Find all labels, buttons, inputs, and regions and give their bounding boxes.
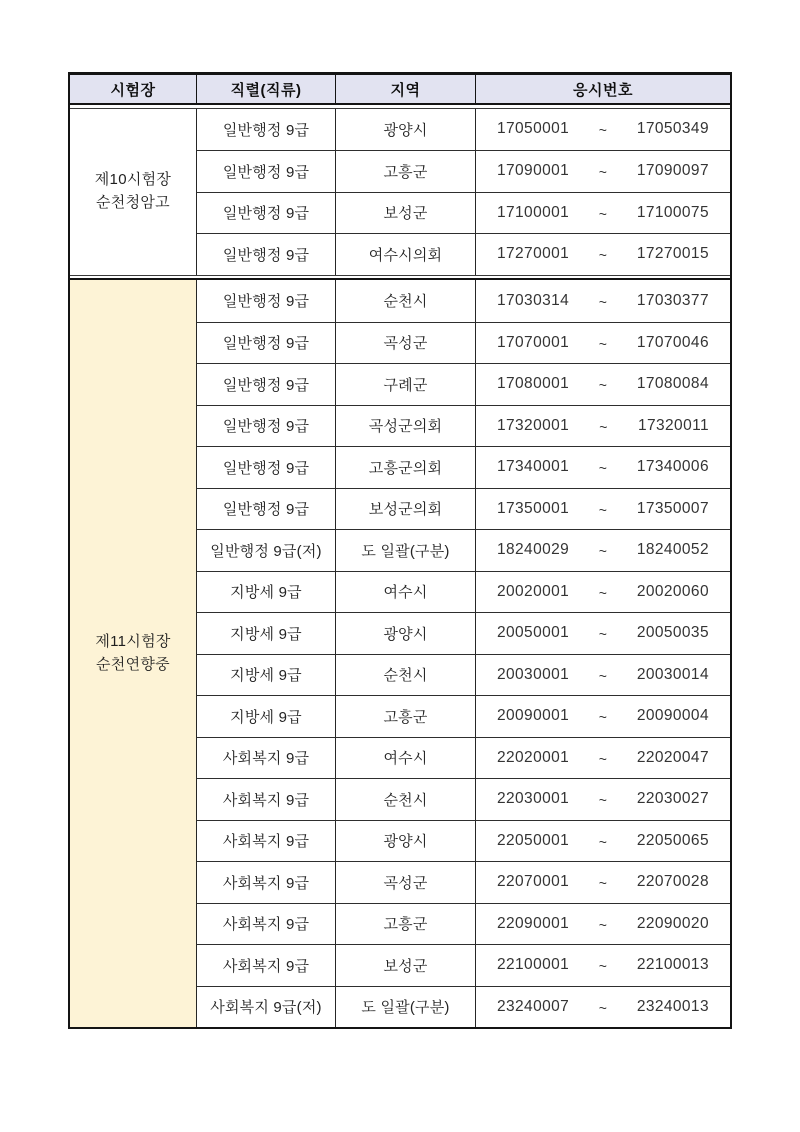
exam-site-group xyxy=(70,109,730,275)
tilde-symbol: ~ xyxy=(598,750,608,767)
end-number: 20020060 xyxy=(636,582,709,600)
region-cell: 여수시 xyxy=(335,737,475,779)
tilde-symbol: ~ xyxy=(598,501,608,518)
number-range-cell xyxy=(475,820,730,862)
tilde-symbol: ~ xyxy=(598,833,608,850)
series-cell: 일반행정 9급 xyxy=(196,150,335,192)
column-header-region: 지역 xyxy=(335,75,475,103)
number-range-cell xyxy=(475,986,730,1028)
region-cell: 여수시 xyxy=(335,571,475,613)
tilde-symbol: ~ xyxy=(598,916,608,933)
series-cell: 사회복지 9급 xyxy=(196,737,335,779)
column-header-series: 직렬(직류) xyxy=(196,75,335,103)
tilde-symbol: ~ xyxy=(598,205,608,222)
region-cell: 구례군 xyxy=(335,363,475,405)
series-cell: 일반행정 9급 xyxy=(196,322,335,364)
exam-site-name-line2: 순천연향중 xyxy=(96,655,170,673)
number-range-cell xyxy=(475,405,730,447)
region-cell: 곡성군 xyxy=(335,322,475,364)
tilde-symbol: ~ xyxy=(598,626,608,643)
series-cell: 일반행정 9급(저) xyxy=(196,529,335,571)
series-cell: 지방세 9급 xyxy=(196,612,335,654)
region-cell: 광양시 xyxy=(335,612,475,654)
start-number: 20050001 xyxy=(497,624,570,642)
end-number: 17050349 xyxy=(636,120,709,138)
exam-site-cell xyxy=(70,280,196,1027)
series-cell: 일반행정 9급 xyxy=(196,192,335,234)
series-cell: 일반행정 9급 xyxy=(196,405,335,447)
end-number: 22070028 xyxy=(636,873,709,891)
tilde-symbol: ~ xyxy=(598,460,608,477)
series-cell: 사회복지 9급(저) xyxy=(196,986,335,1028)
series-cell: 일반행정 9급 xyxy=(196,280,335,322)
column-header-applicant-number: 응시번호 xyxy=(475,75,730,103)
start-number: 17350001 xyxy=(497,499,570,517)
series-cell: 일반행정 9급 xyxy=(196,363,335,405)
exam-site-name-line2: 순천청암고 xyxy=(96,193,170,211)
exam-site-name-line1: 제10시험장 xyxy=(94,171,172,189)
end-number: 17030377 xyxy=(636,291,709,309)
tilde-symbol: ~ xyxy=(598,247,608,264)
series-cell: 일반행정 9급 xyxy=(196,488,335,530)
tilde-symbol: ~ xyxy=(598,709,608,726)
number-range-cell xyxy=(475,903,730,945)
exam-assignment-table xyxy=(68,72,732,1029)
tilde-symbol: ~ xyxy=(598,584,608,601)
start-number: 22030001 xyxy=(497,790,570,808)
tilde-symbol: ~ xyxy=(598,543,608,560)
end-number: 17340006 xyxy=(636,458,709,476)
start-number: 17030314 xyxy=(497,291,570,309)
start-number: 18240029 xyxy=(497,541,570,559)
number-range-cell xyxy=(475,150,730,192)
start-number: 22050001 xyxy=(497,831,570,849)
column-header-exam-site: 시험장 xyxy=(110,81,156,99)
start-number: 17100001 xyxy=(497,203,570,221)
number-range-cell xyxy=(475,571,730,613)
number-range-cell xyxy=(475,322,730,364)
number-range-cell xyxy=(475,529,730,571)
tilde-symbol: ~ xyxy=(599,418,608,435)
end-number: 22030027 xyxy=(636,790,709,808)
region-cell: 보성군 xyxy=(335,944,475,986)
start-number: 22070001 xyxy=(497,873,570,891)
number-range-cell xyxy=(475,109,730,151)
series-cell: 일반행정 9급 xyxy=(196,446,335,488)
tilde-symbol: ~ xyxy=(598,335,608,352)
region-cell: 광양시 xyxy=(335,820,475,862)
series-cell: 지방세 9급 xyxy=(196,571,335,613)
end-number: 17320011 xyxy=(637,416,709,434)
region-cell: 고흥군 xyxy=(335,903,475,945)
start-number: 17270001 xyxy=(497,245,570,263)
region-cell: 광양시 xyxy=(335,109,475,151)
end-number: 17100075 xyxy=(636,203,709,221)
end-number: 20050035 xyxy=(636,624,709,642)
start-number: 20090001 xyxy=(497,707,570,725)
series-cell: 일반행정 9급 xyxy=(196,109,335,151)
region-cell: 순천시 xyxy=(335,654,475,696)
number-range-cell xyxy=(475,233,730,275)
series-cell: 사회복지 9급 xyxy=(196,778,335,820)
tilde-symbol: ~ xyxy=(598,667,608,684)
number-range-cell xyxy=(475,944,730,986)
start-number: 17080001 xyxy=(497,375,570,393)
tilde-symbol: ~ xyxy=(598,122,608,139)
series-cell: 사회복지 9급 xyxy=(196,944,335,986)
start-number: 20020001 xyxy=(497,582,570,600)
end-number: 22100013 xyxy=(636,956,709,974)
region-cell: 여수시의회 xyxy=(335,233,475,275)
number-range-cell xyxy=(475,363,730,405)
table-body xyxy=(70,109,730,1028)
start-number: 22100001 xyxy=(497,956,570,974)
exam-site-name-line1: 제11시험장 xyxy=(95,633,171,651)
exam-site-cell xyxy=(70,109,196,275)
start-number: 17050001 xyxy=(497,120,570,138)
tilde-symbol: ~ xyxy=(598,164,608,181)
end-number: 17080084 xyxy=(636,375,709,393)
region-cell: 곡성군의회 xyxy=(335,405,475,447)
exam-site-group xyxy=(70,280,730,1027)
number-range-cell xyxy=(475,861,730,903)
region-cell: 고흥군의회 xyxy=(335,446,475,488)
region-cell: 도 일괄(구분) xyxy=(335,529,475,571)
end-number: 18240052 xyxy=(636,541,709,559)
number-range-cell xyxy=(475,488,730,530)
end-number: 20030014 xyxy=(636,665,709,683)
end-number: 22050065 xyxy=(636,831,709,849)
region-cell: 순천시 xyxy=(335,778,475,820)
series-cell: 지방세 9급 xyxy=(196,695,335,737)
end-number: 17350007 xyxy=(636,499,709,517)
series-cell: 일반행정 9급 xyxy=(196,233,335,275)
region-cell: 순천시 xyxy=(335,280,475,322)
start-number: 22020001 xyxy=(497,748,570,766)
end-number: 22090020 xyxy=(636,914,709,932)
start-number: 17320001 xyxy=(497,416,570,434)
tilde-symbol: ~ xyxy=(598,875,608,892)
tilde-symbol: ~ xyxy=(598,293,608,310)
number-range-cell xyxy=(475,737,730,779)
end-number: 22020047 xyxy=(636,748,709,766)
number-range-cell xyxy=(475,654,730,696)
region-cell: 보성군 xyxy=(335,192,475,234)
series-cell: 사회복지 9급 xyxy=(196,820,335,862)
start-number: 17090001 xyxy=(497,162,570,180)
table-header-row xyxy=(70,75,730,103)
region-cell: 도 일괄(구분) xyxy=(335,986,475,1028)
region-cell: 곡성군 xyxy=(335,861,475,903)
series-cell: 지방세 9급 xyxy=(196,654,335,696)
start-number: 17340001 xyxy=(497,458,570,476)
region-cell: 보성군의회 xyxy=(335,488,475,530)
end-number: 17270015 xyxy=(636,245,709,263)
end-number: 17090097 xyxy=(636,162,709,180)
tilde-symbol: ~ xyxy=(598,999,608,1016)
region-cell: 고흥군 xyxy=(335,150,475,192)
start-number: 23240007 xyxy=(497,997,570,1015)
number-range-cell xyxy=(475,778,730,820)
tilde-symbol: ~ xyxy=(598,792,608,809)
number-range-cell xyxy=(475,192,730,234)
start-number: 22090001 xyxy=(497,914,570,932)
start-number: 17070001 xyxy=(497,333,570,351)
tilde-symbol: ~ xyxy=(598,377,608,394)
number-range-cell xyxy=(475,695,730,737)
region-cell: 고흥군 xyxy=(335,695,475,737)
end-number: 23240013 xyxy=(636,997,709,1015)
end-number: 20090004 xyxy=(636,707,709,725)
start-number: 20030001 xyxy=(497,665,570,683)
number-range-cell xyxy=(475,446,730,488)
end-number: 17070046 xyxy=(636,333,709,351)
number-range-cell xyxy=(475,280,730,322)
series-cell: 사회복지 9급 xyxy=(196,861,335,903)
series-cell: 사회복지 9급 xyxy=(196,903,335,945)
number-range-cell xyxy=(475,612,730,654)
tilde-symbol: ~ xyxy=(598,958,608,975)
